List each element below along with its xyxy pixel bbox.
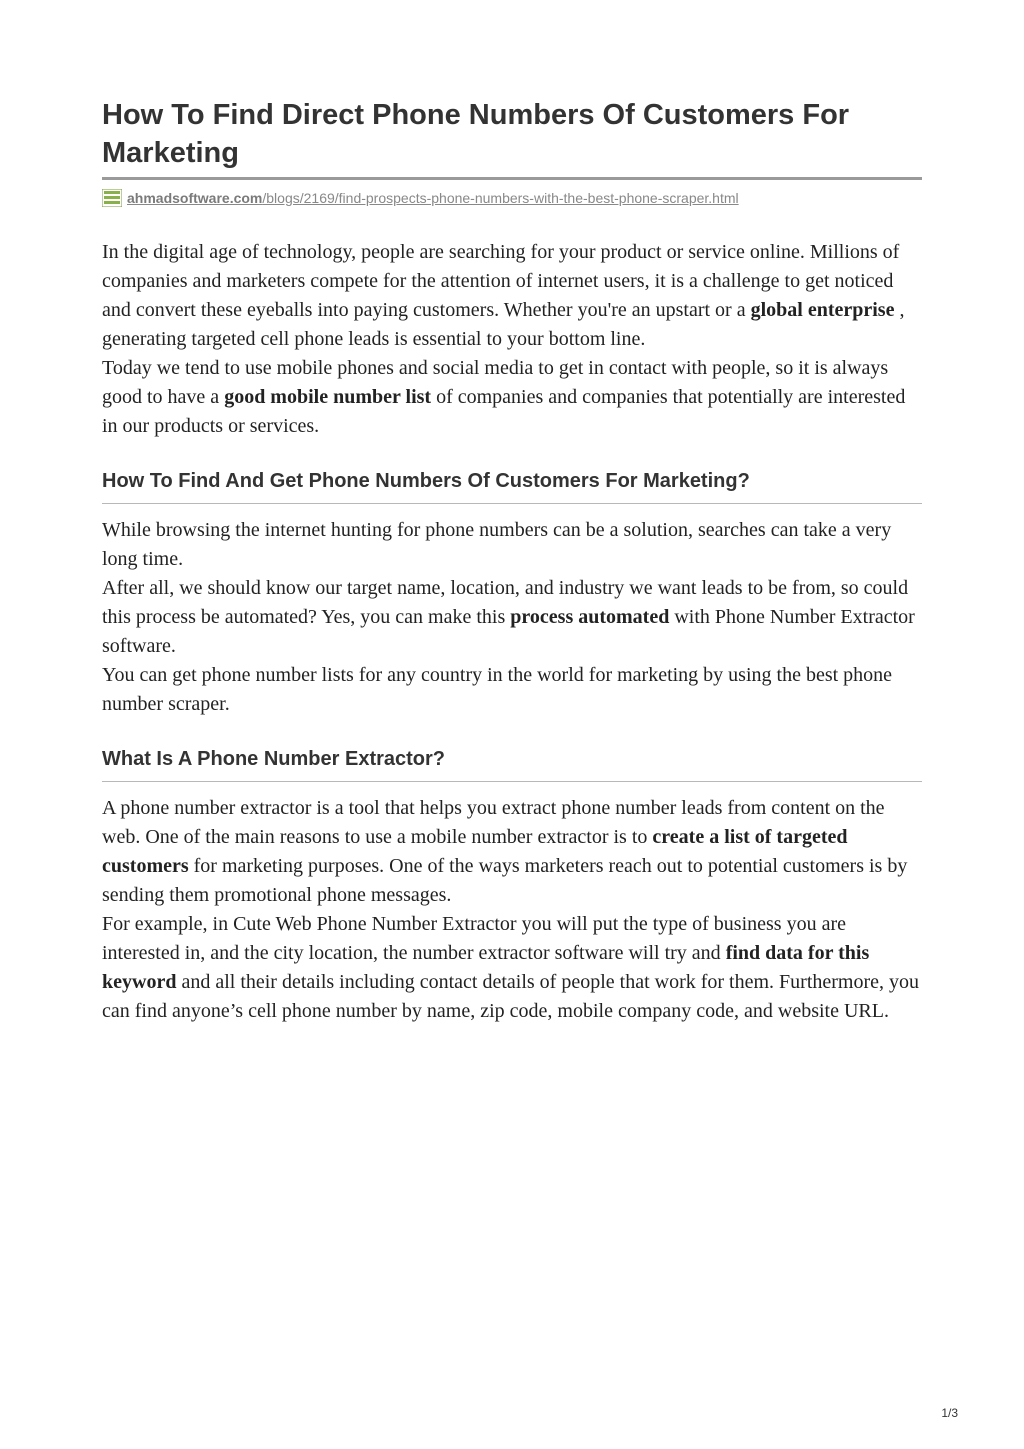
section-paragraph: For example, in Cute Web Phone Number Extractor you will put the type of business you are interested in, and the city location, the number extractor software will try and find data for this keyword and all their details including contact details of people that work for them. Furthermore, you can find anyone’s cell phone number by name, zip code, mobile company code, and website URL. (102, 913, 920, 1022)
section-phone-number-extractor (102, 746, 922, 1026)
source-path: /blogs/2169/find-prospects-phone-numbers-with-the-best-phone-scraper.html (262, 190, 739, 206)
section-paragraph: You can get phone number lists for any country in the world for marketing by using the best phone number scraper. (102, 664, 893, 715)
section-paragraph: A phone number extractor is a tool that helps you extract phone number leads from content on the web. One of the main reasons to use a mobile number extractor is to create a list of targeted customers for marketing purposes. One of the ways marketers reach out to potential customers is by sending them promotional phone messages. (102, 797, 908, 906)
source-url-link[interactable] (127, 188, 739, 208)
source-domain: ahmadsoftware.com (127, 190, 263, 206)
page-number: 1/3 (941, 1406, 958, 1420)
bold-phrase: process automated (510, 606, 670, 628)
site-favicon-icon (102, 189, 122, 207)
section-find-phone-numbers (102, 468, 922, 719)
section-paragraph: While browsing the internet hunting for phone numbers can be a solution, searches can take a very long time. (102, 519, 892, 570)
source-line (102, 188, 922, 208)
section-heading: How To Find And Get Phone Numbers Of Customers For Marketing? (102, 468, 922, 504)
bold-phrase: find data for this keyword (102, 942, 870, 993)
intro-block (102, 238, 922, 441)
document-page (102, 96, 922, 1026)
section-heading: What Is A Phone Number Extractor? (102, 746, 922, 782)
section-paragraph: After all, we should know our target name, location, and industry we want leads to be from, so could this process be automated? Yes, you can make this process automated with Phone Number Extractor software. (102, 577, 915, 657)
intro-paragraph-1: In the digital age of technology, people are searching for your product or service online. Millions of companies and marketers compete for the attention of internet users, it is a challenge to get noticed and convert these eyeballs into paying customers. Whether you're an upstart or a global enterprise , generating targeted cell phone leads is essential to your bottom line. (102, 241, 905, 350)
bold-phrase: good mobile number list (224, 386, 432, 408)
intro-paragraph-2: Today we tend to use mobile phones and social media to get in contact with people, so it is always good to have a good mobile number list of companies and companies that potentially are interested in our products or services. (102, 357, 906, 437)
bold-phrase: create a list of targeted customers (102, 826, 848, 877)
page-title: How To Find Direct Phone Numbers Of Customers For Marketing (102, 96, 922, 180)
bold-phrase: global enterprise (750, 299, 895, 321)
